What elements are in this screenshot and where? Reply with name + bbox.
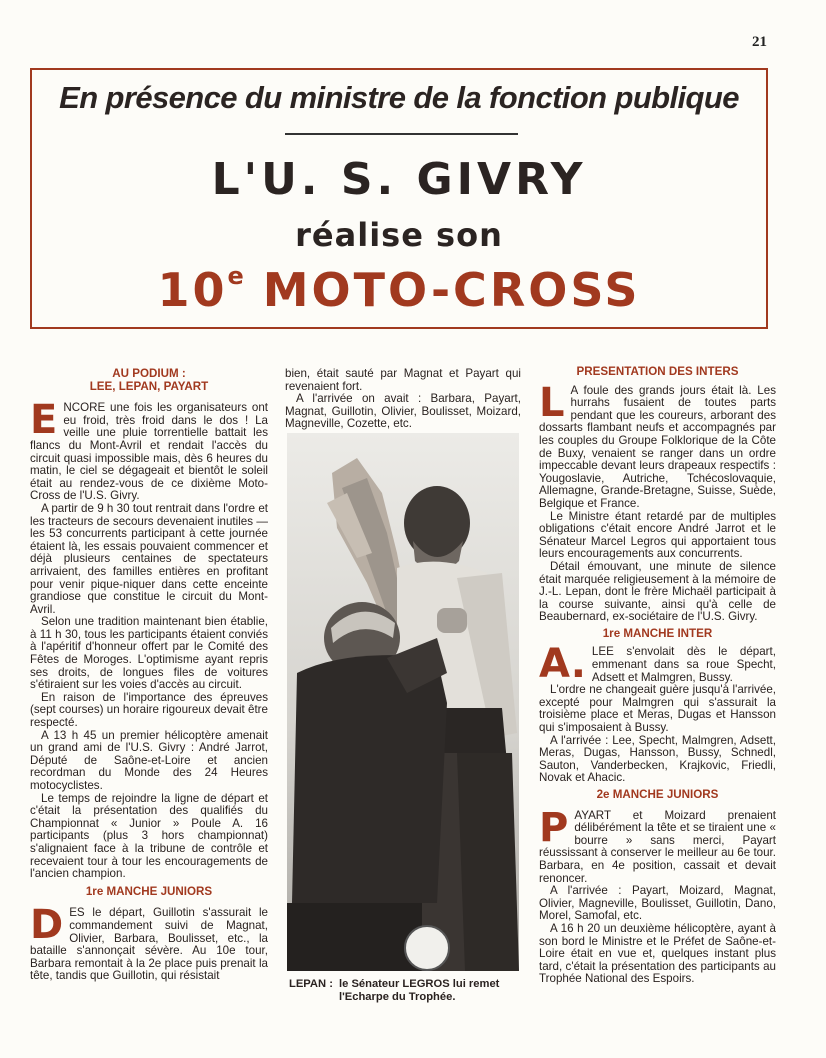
drop-cap: L — [539, 379, 565, 426]
paragraph: Détail émouvant, une minute de silence était marquée religieusement à la mémoire de J.-L. Lepan, dont le frère Michaël participait à la course suivante, ainsi qu'à celle de Beaubernard, ex-sociétaire de l'U.S. Givry. — [539, 559, 776, 624]
big-title-number: 10 — [157, 263, 228, 317]
drop-cap: P — [539, 804, 569, 851]
heading-1st-inter-race: 1re MANCHE INTER — [602, 626, 713, 640]
drop-cap: D — [30, 902, 64, 949]
paragraph: NCORE une fois les organisateurs ont eu froid, très froid dans le dos ! La veille une pluie torrentielle battait les flancs du Mont-Avril et rendait l'accès du circuit quasi impossible mais, dès 6 heures du matin, le ciel se dégageait et bientôt le soleil était au rendez-vous de ce dixième Moto-Cross de l'U.S. Givry. — [30, 401, 268, 503]
podium-photo — [287, 433, 519, 971]
paragraph: LEE s'envolait dès le départ, emmenant dans sa roue Specht, Adsett et Malmgren, Bussy. — [591, 645, 776, 684]
heading-podium-names: LEE, LEPAN, PAYART — [89, 379, 209, 393]
column-middle — [285, 368, 521, 431]
paragraph: A l'arrivée : Lee, Specht, Malmgren, Adsett, Meras, Dugas, Hansson, Bussy, Schnedl, Sauton, Vanderbecken, Krajkovic, Friedli, Novak et Ahacic. — [539, 733, 776, 785]
heading-podium: AU PODIUM : — [112, 367, 186, 380]
paragraph: AYART et Moizard prenaient délibérément la tête et se tiraient une « bourre » sans merci, Payart réussissant à conserver le meilleur au 6e tour. Barbara, en 4e position, cassait et devait renoncer. — [539, 808, 776, 885]
drop-cap: A. — [539, 641, 586, 688]
title-box — [30, 68, 768, 329]
paragraph: Selon une tradition maintenant bien établie, à 11 h 30, tous les participants étaient conviés à l'apéritif d'honneur offert par le Comité des Fêtes de Moroges. L'optimisme ayant repris ses droits, de longues files de voitures s'étiraient sur les voies d'accès au circuit. — [30, 615, 268, 692]
main-title: L'U. S. GIVRY — [211, 154, 587, 205]
big-title-sup: e — [227, 262, 244, 290]
paragraph: bien, était sauté par Magnat et Payart qui revenaient fort. — [285, 367, 521, 393]
heading-inter-presentation: PRESENTATION DES INTERS — [576, 365, 739, 378]
paragraph: A foule des grands jours était là. Les hurrahs fusaient de toutes parts pendant que les coureurs, arborant des dossarts flambant neufs et accompagnés par les couples du Groupe Folklorique de la Côte de Buxy, venaient se ranger dans un ordre impeccable devant leurs drapeaux respectifs : Yougoslavie, Autriche, Tchécoslovaquie, Allemagne, Grande-Bretagne, Suisse, Suède, Belgique et France. — [539, 383, 776, 510]
paragraph: ES le départ, Guillotin s'assurait le commandement suivi de Magnat, Olivier, Barbara, Boulisset, etc., la bataille s'annonçait sévère. Au 10e tour, Barbara remontait à la 2e place puis prenait la tête, tandis que Guillotin, qui résistait — [30, 906, 268, 983]
column-right — [539, 366, 776, 986]
kicker-title: En présence du ministre de la fonction publique — [59, 80, 739, 115]
column-left — [30, 368, 268, 983]
title-rule — [285, 133, 518, 135]
paragraph: En raison de l'importance des épreuves (sept courses) un horaire rigoureux devait être respecté. — [30, 690, 268, 730]
paragraph: L'ordre ne changeait guère jusqu'à l'arrivée, excepté pour Malmgren qui s'assurait la troisième place et Meras, Dugas et Hansson qui s'imposaient à Bussy. — [539, 683, 776, 735]
paragraph: Le temps de rejoindre la ligne de départ et c'était la présentation des qualifiés du Championnat « Junior » Poule A. 16 participants (plus 3 hors championnat) s'alignaient face à la tribune de contrôle et recevaient tour à tour les encouragements de l'ancien champion. — [30, 791, 268, 881]
paragraph: A 13 h 45 un premier hélicoptère amenait un grand ami de l'U.S. Givry : André Jarrot, Député de Saône-et-Loire et ancien recordman du Monde des 24 Heures motocyclistes. — [30, 728, 268, 792]
page-number: 21 — [752, 34, 767, 50]
paragraph: A partir de 9 h 30 tout rentrait dans l'ordre et les tracteurs de secours devenaient inutiles — les 53 concurrents participant à cette journée étaient là, les essais pouvaient commencer et déjà plusieurs centaines de spectateurs arrivaient, des familles entières en profitant pour venir pique-niquer dans cette enceinte grandiose que constitue le circuit du Mont-Avril. — [30, 501, 268, 616]
paragraph: A l'arrivée : Payart, Moizard, Magnat, Olivier, Magneville, Boulisset, Guillotin, Dano, Morel, Samofal, etc. — [539, 884, 776, 923]
caption-text: le Sénateur LEGROS lui remet l'Echarpe du Trophée. — [339, 978, 500, 1003]
caption-label: LEPAN : — [289, 978, 333, 990]
heading-2nd-junior-race: 2e MANCHE JUNIORS — [596, 788, 719, 801]
paragraph: A 16 h 20 un deuxième hélicoptère, ayant à son bord le Ministre et le Préfet de Saône-et-Loire était en vue et, quelques instant plus tard, c'était la présentation des participants au Trophée National des Espoirs. — [539, 921, 776, 986]
heading-1st-junior-race: 1re MANCHE JUNIORS — [85, 884, 213, 898]
sub-title: réalise son — [295, 216, 503, 254]
big-title-text: MOTO-CROSS — [262, 263, 641, 317]
photo-caption — [289, 978, 525, 1004]
paragraph: A l'arrivée on avait : Barbara, Payart, Magnat, Guillotin, Olivier, Boulisset, Moizard, Magneville, Cozette, etc. — [285, 392, 521, 431]
drop-cap: E — [30, 397, 58, 444]
paragraph: Le Ministre étant retardé par de multiples obligations c'était encore André Jarrot et le Sénateur Marcel Legros qui apportaient tous leurs encouragements aux concurrents. — [539, 509, 776, 561]
big-title — [32, 262, 766, 317]
